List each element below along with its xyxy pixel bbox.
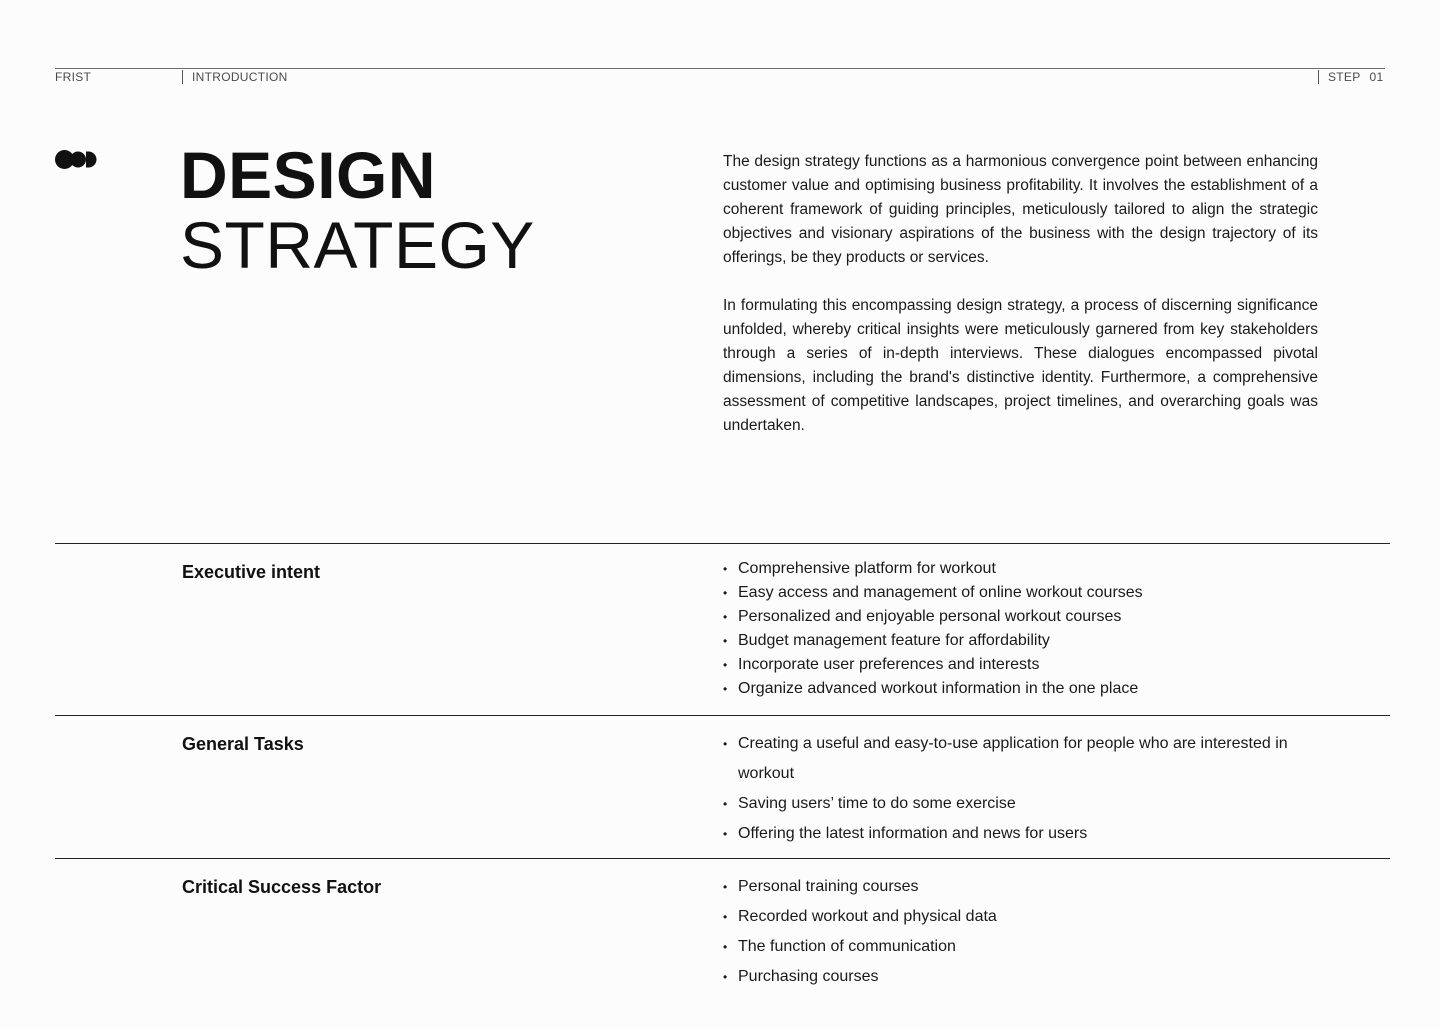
three-dots-logo-icon — [55, 150, 97, 169]
header-rule — [55, 68, 1385, 69]
title-line-design: DESIGN — [180, 138, 437, 212]
intro-paragraph-1: The design strategy functions as a harmonious convergence point between enhancing customer value and optimising business profitability. It involves the establishment of a coherent framework of guiding principles, meticulously tailored to align the strategic objectives and visionary aspirations of the business with the design trajectory of its offerings, be they products or services. — [723, 153, 1318, 266]
header-step — [1318, 70, 1384, 84]
header-step-label: STEP — [1328, 70, 1361, 84]
intro-text — [723, 150, 1318, 462]
list-item: • Personalized and enjoyable personal workout courses — [723, 605, 1323, 629]
page-title — [180, 140, 535, 280]
section-label-general-tasks: General Tasks — [182, 734, 304, 754]
header-step-number: 01 — [1369, 70, 1384, 84]
list-item: • Incorporate user preferences and interests — [723, 653, 1323, 677]
intro-paragraph-2: In formulating this encompassing design strategy, a process of discerning significance unfolded, whereby critical insights were meticulously garnered from key stakeholders through a series of in-depth interviews. These dialogues encompassed pivotal dimensions, including the brand's distinctive identity. Furthermore, a comprehensive assessment of competitive landscapes, project timelines, and overarching goals was undertaken. — [723, 297, 1318, 434]
general-tasks-list — [723, 729, 1315, 849]
list-item: • Offering the latest information and news for users — [723, 819, 1315, 849]
header-left-label: FRIST — [55, 70, 92, 84]
list-item: • The function of communication — [723, 932, 1323, 962]
list-item: • Creating a useful and easy-to-use application for people who are interested in workout — [723, 729, 1315, 789]
list-item: • Budget management feature for affordability — [723, 629, 1323, 653]
list-item: • Recorded workout and physical data — [723, 902, 1323, 932]
title-line-strategy: STRATEGY — [180, 208, 535, 282]
section-divider — [55, 543, 1390, 544]
critical-success-factor-list — [723, 872, 1323, 992]
list-item: • Purchasing courses — [723, 962, 1323, 992]
section-label-critical-success-factor: Critical Success Factor — [182, 877, 382, 897]
list-item: • Organize advanced workout information in the one place — [723, 677, 1323, 701]
section-label-executive-intent: Executive intent — [182, 562, 321, 582]
section-divider — [55, 858, 1390, 859]
list-item: • Easy access and management of online workout courses — [723, 581, 1323, 605]
header-section-label: INTRODUCTION — [182, 70, 288, 84]
list-item: • Comprehensive platform for workout — [723, 557, 1323, 581]
section-divider — [55, 715, 1390, 716]
list-item: • Saving users’ time to do some exercise — [723, 789, 1315, 819]
executive-intent-list — [723, 557, 1323, 701]
list-item: • Personal training courses — [723, 872, 1323, 902]
